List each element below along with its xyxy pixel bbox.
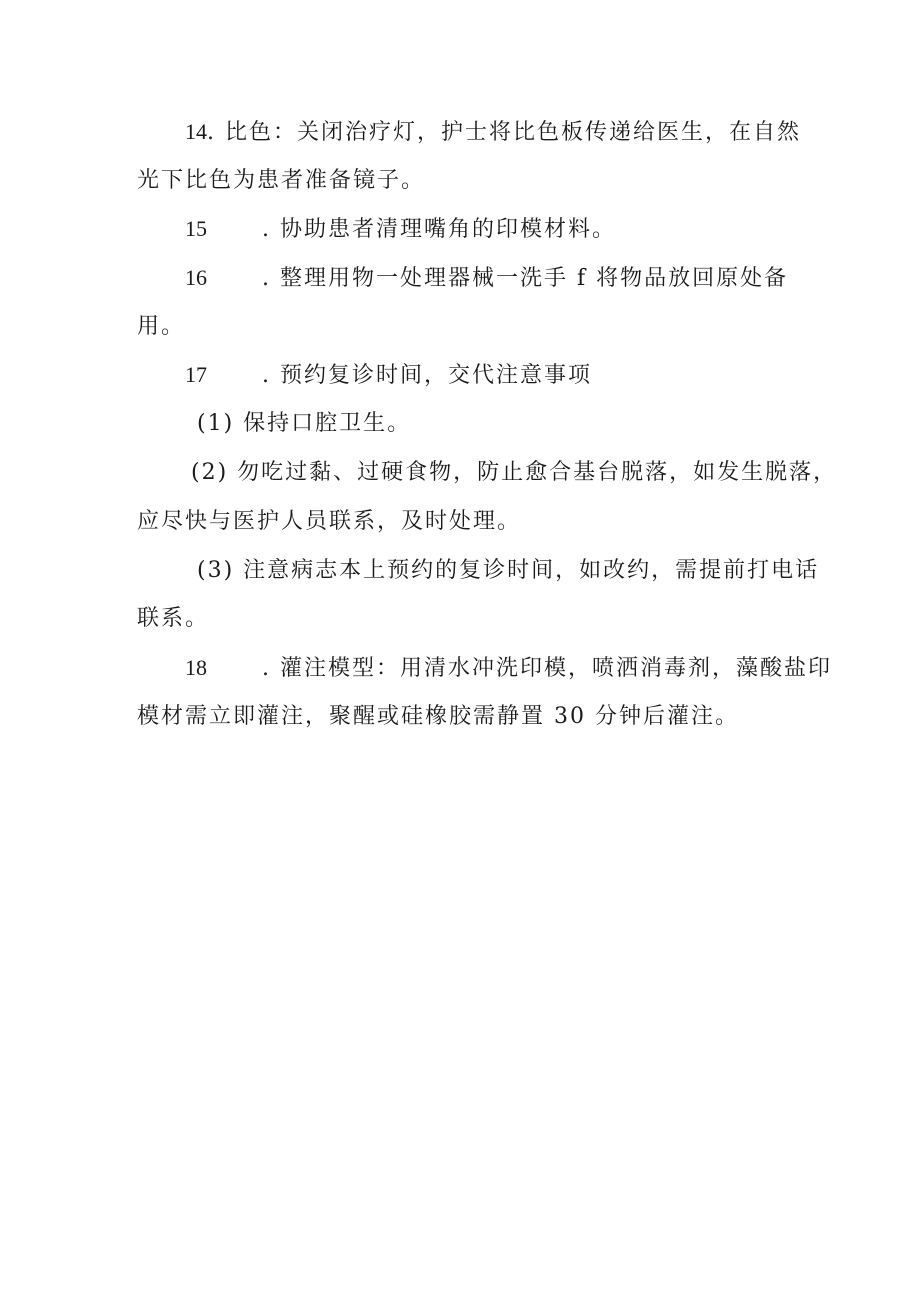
item-17-text: . 预约复诊时间，交代注意事项	[262, 363, 592, 388]
item-17-sub-1: (1) 保持口腔卫生。	[197, 411, 412, 436]
item-14-line-1	[185, 117, 801, 148]
item-15-line-1	[185, 214, 616, 245]
item-16-number: 16	[185, 265, 207, 290]
item-16-line-2: 用。	[137, 314, 186, 339]
item-15-text: . 协助患者清理嘴角的印模材料。	[262, 217, 616, 242]
item-18-text: . 灌注模型：用清水冲洗印模，喷洒消毒剂，藻酸盐印	[262, 656, 832, 681]
item-17-number: 17	[185, 362, 207, 387]
item-14-line-2: 光下比色为患者准备镜子。	[137, 168, 426, 193]
item-18-line-1	[185, 653, 832, 684]
item-17-sub-2-line-1: (2) 勿吃过黏、过硬食物，防止愈合基台脱落，如发生脱落，	[191, 460, 838, 485]
item-18-number: 18	[185, 655, 207, 680]
item-17-sub-2-line-2: 应尽快与医护人员联系，及时处理。	[137, 509, 522, 534]
item-16-line-1	[185, 263, 788, 294]
item-17-sub-3-line-2: 联系。	[137, 606, 210, 631]
item-14-number: 14	[185, 119, 207, 144]
item-14-text: . 比色：关闭治疗灯，护士将比色板传递给医生，在自然	[207, 120, 801, 145]
item-16-text: . 整理用物一处理器械一洗手 f 将物品放回原处备	[262, 266, 789, 291]
item-17-line-1	[185, 360, 592, 391]
item-15-number: 15	[185, 216, 207, 241]
item-17-sub-3-line-1: (3) 注意病志本上预约的复诊时间，如改约，需提前打电话	[197, 558, 820, 583]
item-18-line-2: 模材需立即灌注，聚醒或硅橡胶需静置 30 分钟后灌注。	[137, 704, 739, 729]
